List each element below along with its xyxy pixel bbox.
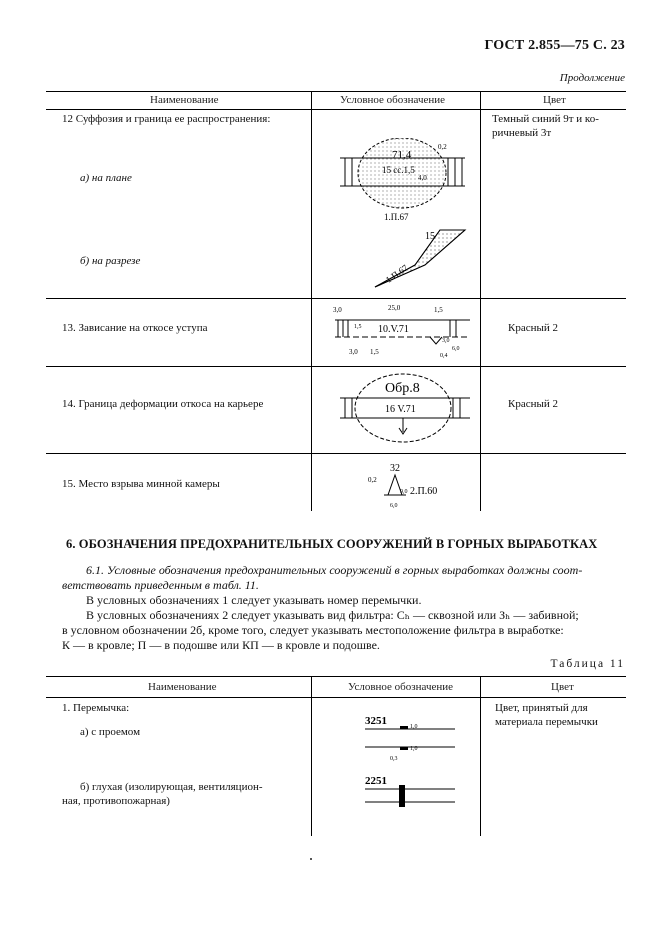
mine-label-2: 0,2 — [368, 476, 377, 484]
t11-header-symbol: Условное обозначение — [348, 681, 454, 693]
col-header-color: Цвет — [543, 94, 566, 106]
t11-color-1: Цвет, принятый для — [495, 702, 588, 714]
table-label: Таблица 11 — [550, 658, 625, 670]
deformation-boundary-symbol — [335, 370, 475, 445]
col-header-name: Наименование — [150, 94, 219, 106]
bulkhead-a-dim-2: 1,0 — [410, 746, 418, 752]
row13-name: 13. Зависание на откосе уступа — [62, 322, 208, 334]
slope-label-8: 1,5 — [370, 348, 379, 356]
plan-label-1: 71,4 — [392, 149, 412, 161]
bulkhead-b-number: 2251 — [365, 775, 387, 787]
col-header-symbol: Условное обозначение — [340, 94, 446, 106]
plan-label-4: 0,2 — [438, 143, 447, 151]
bulkhead-with-opening-symbol — [330, 712, 475, 767]
t11-header-color: Цвет — [551, 681, 574, 693]
slope-label-10: 0,4 — [440, 353, 448, 359]
row12-color-2: ричневый 3т — [492, 127, 552, 139]
slope-label-4: 1,5 — [434, 306, 443, 314]
para-3a: В условных обозначениях 2 следует указывать вид фильтра: Сₕ — сквозной или Зₕ — забивной; — [86, 608, 579, 622]
row12-color-1: Темный синий 9т и ко- — [492, 113, 599, 125]
t11-row1-b2: ная, противопожарная) — [62, 795, 170, 807]
t11-header-name: Наименование — [148, 681, 217, 693]
t11-color-2: материала перемычки — [495, 716, 598, 728]
slope-label-1: 3,0 — [333, 306, 342, 314]
slope-hanging-symbol — [330, 302, 475, 362]
t11-row1-a: а) с проемом — [80, 726, 141, 738]
slope-label-9: 6,0 — [452, 346, 460, 352]
row13-color: Красный 2 — [508, 322, 559, 334]
deform-label-2: 16 V.71 — [385, 404, 416, 415]
row12-sub-a: а) на плане — [80, 172, 132, 184]
row12-name: 12 Суффозия и граница ее распространения: — [62, 113, 271, 125]
slope-label-2: 25,0 — [388, 304, 401, 312]
row14-color: Красный 2 — [508, 398, 559, 410]
continuation-label: Продолжение — [559, 72, 625, 84]
mine-label-3: 9,0 — [400, 489, 408, 495]
para-1a: 6.1. Условные обозначения предохранительных сооружений в горных выработках должны соот- — [86, 563, 583, 577]
t11-row1-b1: б) глухая (изолирующая, вентиляцион- — [80, 781, 263, 793]
mine-label-4: 2.П.60 — [410, 486, 438, 497]
blind-bulkhead-symbol — [330, 772, 475, 817]
t11-row1-name: 1. Перемычка: — [62, 702, 130, 714]
bulkhead-a-dim-3: 0,3 — [390, 756, 398, 762]
row15-name: 15. Место взрыва минной камеры — [62, 478, 220, 490]
plan-label-2: 15 сс.1,5 — [382, 165, 415, 175]
plan-label-3: 4,0 — [418, 174, 427, 182]
para-2: В условных обозначениях 1 следует указывать номер перемычки. — [86, 593, 422, 607]
mine-chamber-symbol — [360, 459, 460, 514]
slope-label-3: 1,5 — [354, 324, 362, 330]
suffosion-section-symbol — [370, 225, 480, 295]
section-label-2: 1.П.67 — [383, 262, 410, 285]
plan-label-5: 1.П.67 — [384, 212, 409, 222]
bulkhead-a-number: 3251 — [365, 715, 387, 727]
mine-label-1: 32 — [390, 463, 400, 474]
para-1b: ветствовать приведенным в табл. 11. — [62, 578, 259, 592]
row14-name: 14. Граница деформации откоса на карьере — [62, 398, 264, 410]
para-3c: К — в кровле; П — в подошве или КП — в кровле и подошве. — [62, 638, 380, 652]
page-mark — [310, 858, 312, 860]
slope-label-5: 10.V.71 — [378, 324, 409, 335]
mine-label-5: 6,0 — [390, 503, 398, 509]
page-header: ГОСТ 2.855—75 С. 23 — [484, 38, 625, 53]
para-3b: в условном обозначении 2б, кроме того, следует указывать местоположение фильтра в выработке: — [62, 623, 564, 637]
deform-label-1: Обр.8 — [385, 381, 420, 396]
section-title: 6. ОБОЗНАЧЕНИЯ ПРЕДОХРАНИТЕЛЬНЫХ СООРУЖЕНИЙ В ГОРНЫХ ВЫРАБОТКАХ — [66, 537, 598, 551]
slope-label-7: 3,0 — [349, 348, 358, 356]
slope-label-6: 3,0 — [442, 338, 450, 344]
bulkhead-a-dim-1: 1,0 — [410, 724, 418, 730]
section-label-1: 15 — [425, 231, 435, 242]
row12-sub-b: б) на разрезе — [80, 255, 141, 267]
